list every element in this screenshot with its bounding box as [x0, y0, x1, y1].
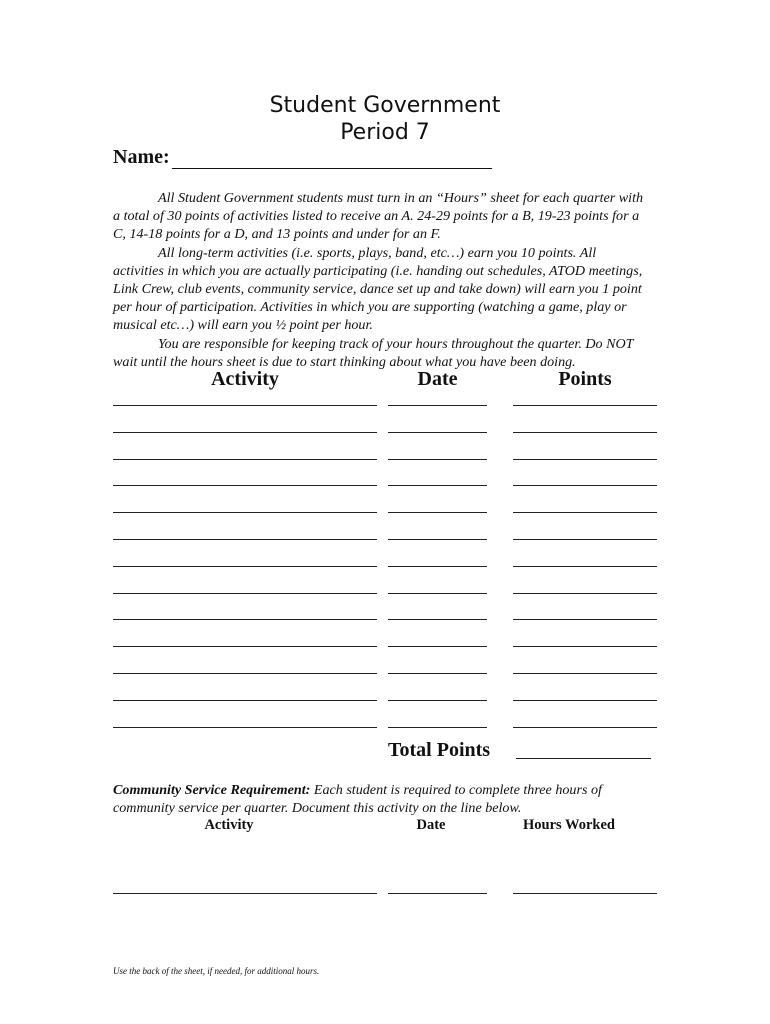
date-line[interactable] [388, 566, 487, 567]
activity-line[interactable] [113, 700, 377, 701]
points-line[interactable] [513, 646, 657, 647]
points-line[interactable] [513, 727, 657, 728]
activity-line[interactable] [113, 539, 377, 540]
instructions-paragraph-grading: All Student Government students must turn in an “Hours” sheet for each quarter with a total of 30 points of activities listed to receive an A. 24-29 points for a B, 19-23 points for a C, 14-18 points for a D, and 13 points and under for an F. [113, 190, 644, 243]
instructions [113, 189, 648, 371]
instructions-paragraph-points: All long-term activities (i.e. sports, plays, band, etc…) earn you 10 points. All activities in which you are actually participating (i.e. handing out schedules, ATOD meetings, Link Crew, club events, community service, dance set up and take down) will earn you 1 point per hour of participation. Activities in which you are supporting (watching a game, play or musical etc…) will earn you ½ point per hour. [113, 244, 643, 334]
activity-line[interactable] [113, 566, 377, 567]
points-line[interactable] [513, 432, 657, 433]
date-line[interactable] [388, 405, 487, 406]
community-activity-line[interactable] [113, 893, 377, 894]
community-service-note [113, 781, 653, 817]
date-line[interactable] [388, 646, 487, 647]
activity-line[interactable] [113, 646, 377, 647]
activity-line[interactable] [113, 673, 377, 674]
date-line[interactable] [388, 727, 487, 728]
activity-line[interactable] [113, 727, 377, 728]
activity-column-header: Activity [211, 368, 279, 390]
date-line[interactable] [388, 539, 487, 540]
points-line[interactable] [513, 673, 657, 674]
name-label: Name: [113, 146, 170, 168]
points-column-header: Points [558, 368, 612, 390]
activity-line[interactable] [113, 485, 377, 486]
date-line[interactable] [388, 459, 487, 460]
date-line[interactable] [388, 512, 487, 513]
points-line[interactable] [513, 485, 657, 486]
page-title: Student Government [269, 93, 501, 118]
activity-line[interactable] [113, 459, 377, 460]
date-line[interactable] [388, 619, 487, 620]
community-service-text: Each student is required to complete three hours of community service per quarter. Document this activity on the line below. [113, 782, 602, 817]
period-subtitle: Period 7 [340, 120, 430, 145]
points-line[interactable] [513, 619, 657, 620]
total-points-line[interactable] [516, 758, 651, 759]
community-service-lead: Community Service Requirement: [113, 782, 311, 798]
activity-line[interactable] [113, 593, 377, 594]
points-line[interactable] [513, 593, 657, 594]
points-line[interactable] [513, 539, 657, 540]
community-date-line[interactable] [388, 893, 487, 894]
community-hours-header: Hours Worked [523, 817, 615, 833]
date-line[interactable] [388, 700, 487, 701]
date-line[interactable] [388, 673, 487, 674]
date-line[interactable] [388, 432, 487, 433]
points-line[interactable] [513, 700, 657, 701]
points-line[interactable] [513, 459, 657, 460]
community-activity-header: Activity [204, 817, 254, 833]
community-hours-line[interactable] [513, 893, 657, 894]
activity-line[interactable] [113, 432, 377, 433]
date-column-header: Date [417, 368, 458, 390]
name-field-line[interactable] [172, 148, 492, 169]
date-line[interactable] [388, 593, 487, 594]
footnote: Use the back of the sheet, if needed, for additional hours. [113, 966, 320, 976]
date-line[interactable] [388, 485, 487, 486]
points-line[interactable] [513, 405, 657, 406]
points-line[interactable] [513, 512, 657, 513]
activity-line[interactable] [113, 619, 377, 620]
activity-line[interactable] [113, 405, 377, 406]
instructions-paragraph-responsibility: You are responsible for keeping track of your hours throughout the quarter. Do NOT wait until the hours sheet is due to start thinking about what you have been doing. [113, 335, 634, 370]
points-line[interactable] [513, 566, 657, 567]
name-row [113, 146, 492, 169]
activity-line[interactable] [113, 512, 377, 513]
community-date-header: Date [416, 817, 446, 833]
total-points-label: Total Points [388, 739, 491, 761]
